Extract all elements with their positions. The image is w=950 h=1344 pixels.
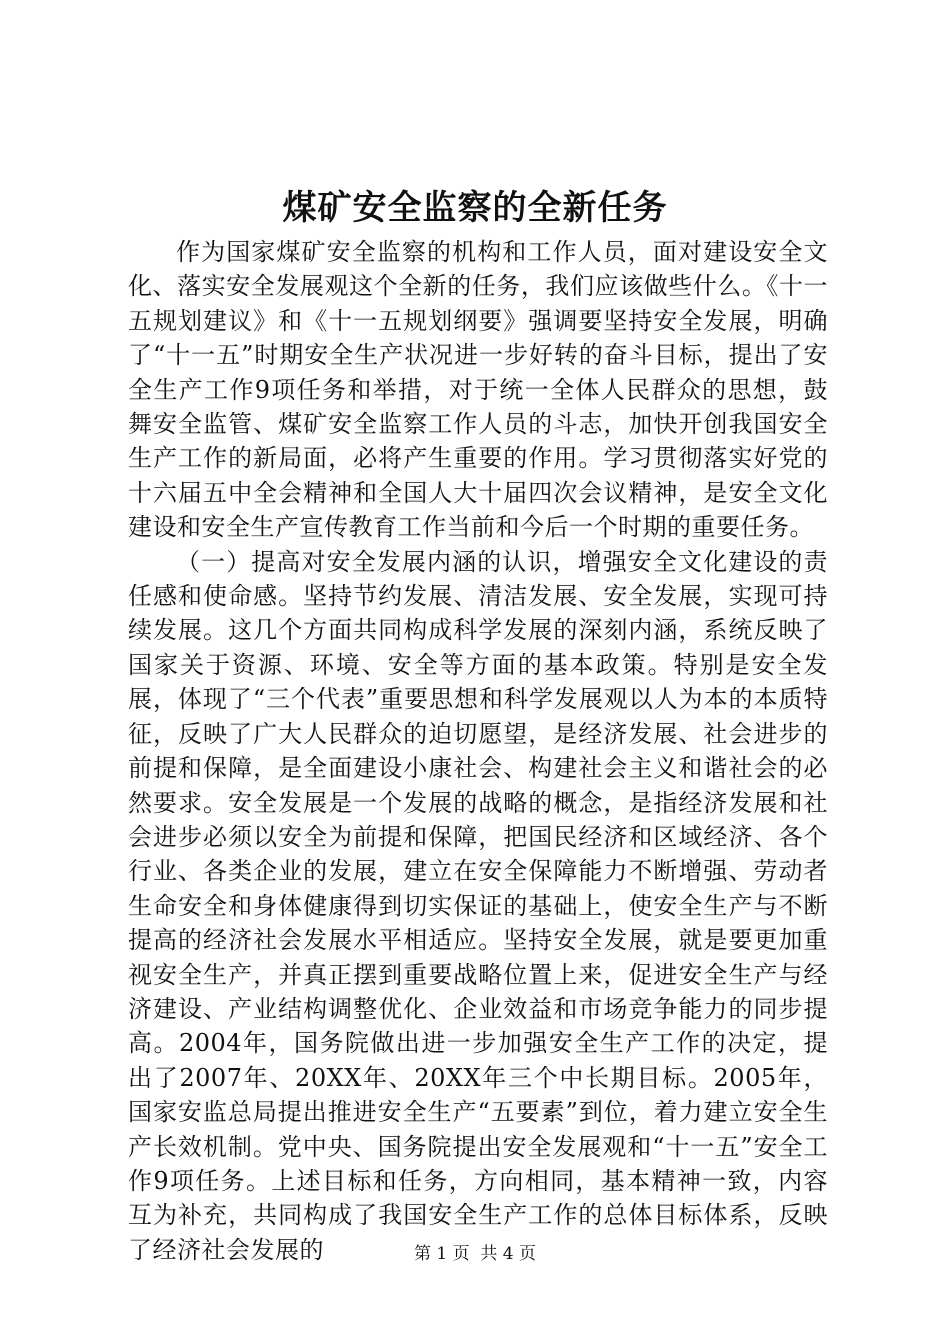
paragraph-section-one: （一）提高对安全发展内涵的认识，增强安全文化建设的责任感和使命感。坚持节约发展、清洁发展、安全发展，实现可持续发展。这几个方面共同构成科学发展的深刻内涵，系统反映了国家关于资源、环境、安全等方面的基本政策。特别是安全发展，体现了“三个代表”重要思想和科学发展观以人为本的本质特征，反映了广大人民群众的迫切愿望，是经济发展、社会进步的前提和保障，是全面建设小康社会、构建社会主义和谐社会的必然要求。安全发展是一个发展的战略的概念，是指经济发展和社会进步必须以安全为前提和保障，把国民经济和区域经济、各个行业、各类企业的发展，建立在安全保障能力不断增强、劳动者生命安全和身体健康得到切实保证的基础上，使安全生产与不断提高的经济社会发展水平相适应。坚持安全发展，就是要更加重视安全生产，并真正摆到重要战略位置上来，促进安全生产与经济建设、产业结构调整优化、企业效益和市场竞争能力的同步提高。2004年，国务院做出进一步加强安全生产工作的决定，提出了2007年、20XX年、20XX年三个中长期目标。2005年，国家安监总局提出推进安全生产“五要素”到位，着力建立安全生产长效机制。党中央、国务院提出安全发展观和“十一五”安全工作9项任务。上述目标和任务，方向相同，基本精神一致，内容互为补充，共同构成了我国安全生产工作的总体目标体系，反映了经济社会发展的 bbox=[128, 547, 828, 1264]
document-title: 煤矿安全监察的全新任务 bbox=[282, 188, 668, 228]
page-footer bbox=[0, 1243, 950, 1265]
document-body bbox=[128, 235, 828, 1267]
page-number-label: 第 1 页 共 4 页 bbox=[413, 1244, 537, 1264]
paragraph-intro: 作为国家煤矿安全监察的机构和工作人员，面对建设安全文化、落实安全发展观这个全新的任务，我们应该做些什么。《十一五规划建议》和《十一五规划纲要》强调要坚持安全发展，明确了“十一五”时期安全生产状况进一步好转的奋斗目标，提出了安全生产工作9项任务和举措，对于统一全体人民群众的思想，鼓舞安全监管、煤矿安全监察工作人员的斗志，加快开创我国安全生产工作的新局面，必将产生重要的作用。学习贯彻落实好党的十六届五中全会精神和全国人大十届四次会议精神，是安全文化建设和安全生产宣传教育工作当前和今后一个时期的重要任务。 bbox=[128, 238, 828, 542]
